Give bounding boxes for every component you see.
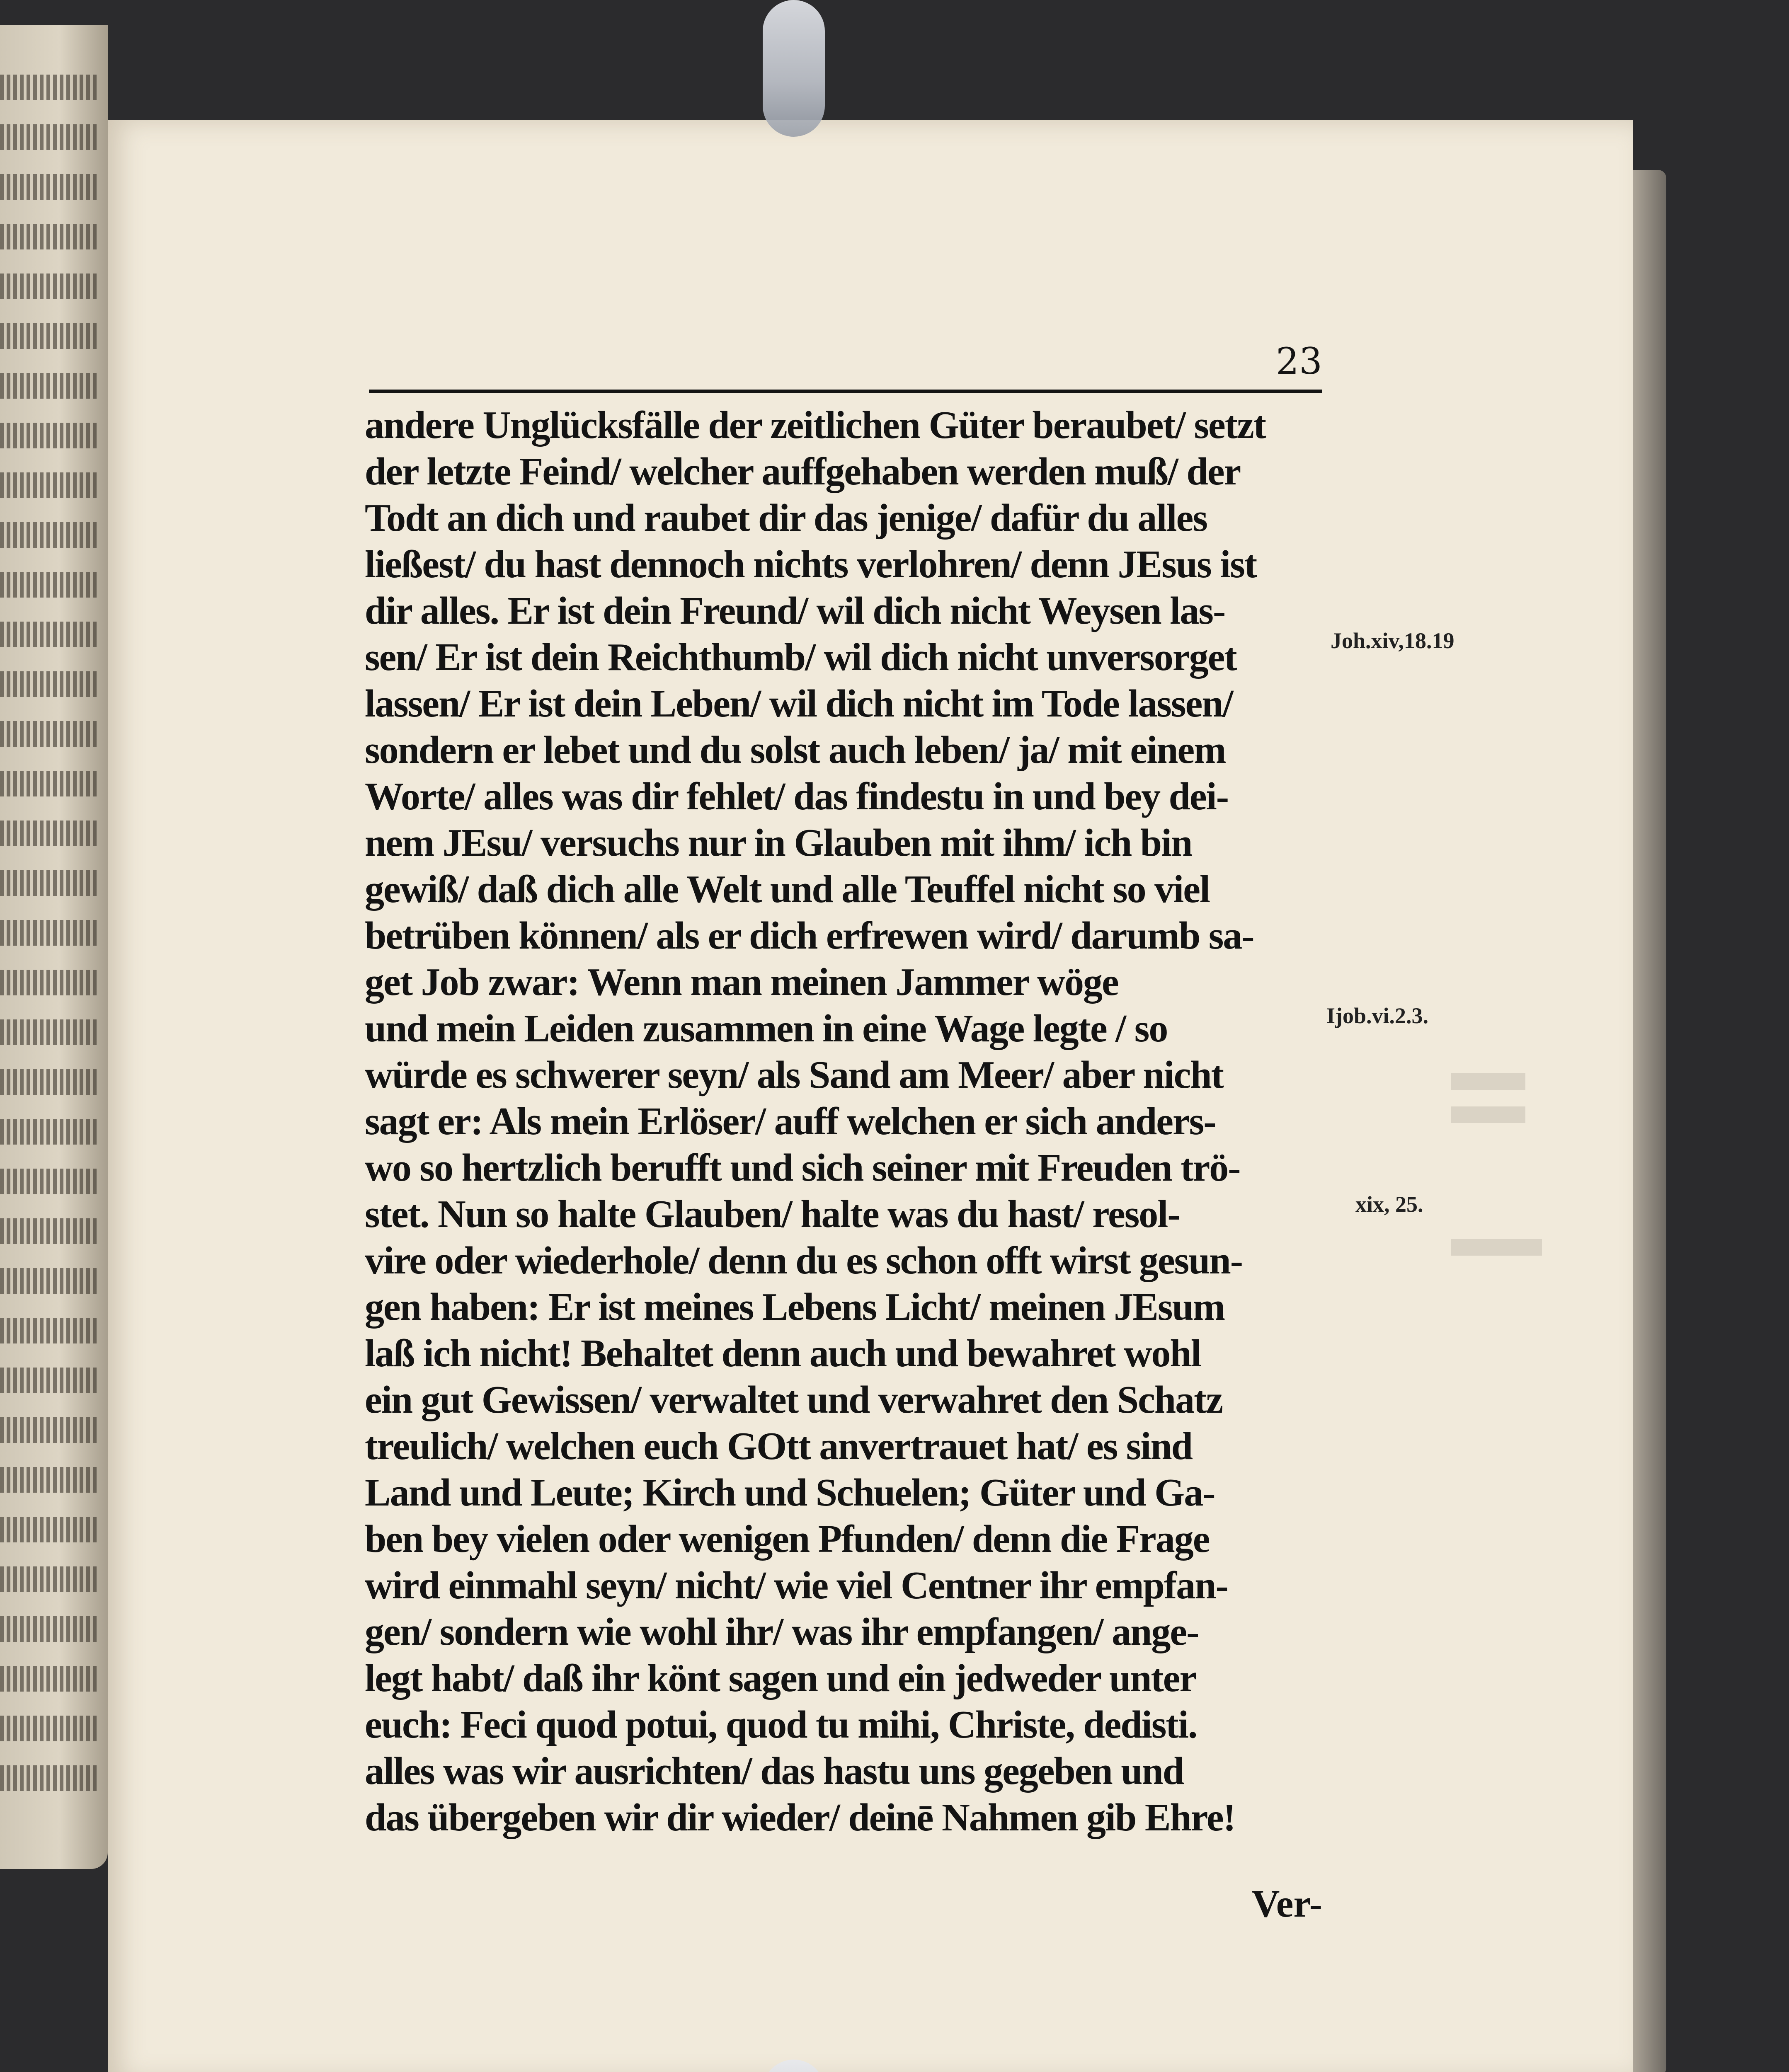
text-line: und mein Leiden zusammen in eine Wage legte / so	[365, 1007, 1168, 1050]
left-page-edge	[0, 25, 108, 1869]
text-line: vire oder wiederhole/ denn du es schon offt wirst gesun-	[365, 1239, 1243, 1282]
catchword: Ver-	[1251, 1882, 1322, 1925]
text-line: ließest/ du hast dennoch nichts verlohren/ denn JEsus ist	[365, 543, 1257, 586]
text-line: betrüben können/ als er dich erfrewen wird/ darumb sa-	[365, 914, 1254, 957]
text-line: der letzte Feind/ welcher auffgehaben werden muß/ der	[365, 450, 1241, 493]
margin-note: Ijob.vi.2.3.	[1326, 1003, 1429, 1028]
text-line: Todt an dich und raubet dir das jenige/ dafür du alles	[365, 496, 1207, 540]
text-line: sagt er: Als mein Erlöser/ auff welchen er sich anders-	[365, 1100, 1216, 1143]
margin-note: xix, 25.	[1355, 1192, 1423, 1217]
text-line: ein gut Gewissen/ verwaltet und verwahret den Schatz	[365, 1378, 1223, 1421]
text-line: gen haben: Er ist meines Lebens Licht/ meinen JEsum	[365, 1285, 1225, 1329]
text-line: euch: Feci quod potui, quod tu mihi, Christe, dedisti.	[365, 1703, 1197, 1746]
text-line: sondern er lebet und du solst auch leben/ ja/ mit einem	[365, 729, 1226, 772]
margin-note: Joh.xiv,18.19	[1331, 628, 1454, 653]
page-clip-top	[763, 0, 825, 137]
text-line: alles was wir ausrichten/ das hastu uns gegeben und	[365, 1750, 1184, 1793]
text-line: legt habt/ daß ihr könt sagen und ein jedweder unter	[365, 1657, 1196, 1700]
book-page	[108, 120, 1633, 2072]
text-line: Land und Leute; Kirch und Schuelen; Güter und Ga-	[365, 1471, 1215, 1514]
text-line: andere Unglücksfälle der zeitlichen Güter beraubet/ setzt	[365, 404, 1266, 447]
text-line: Worte/ alles was dir fehlet/ das findestu in und bey dei-	[365, 775, 1229, 818]
page-stack-edge	[1629, 170, 1666, 2072]
text-line: get Job zwar: Wenn man meinen Jammer wöge	[365, 961, 1118, 1004]
text-line: wo so hertzlich berufft und sich seiner mit Freuden trö-	[365, 1146, 1240, 1189]
text-line: gen/ sondern wie wohl ihr/ was ihr empfangen/ ange-	[365, 1610, 1199, 1653]
header-rule	[369, 390, 1322, 393]
text-line: das übergeben wir dir wieder/ deinē Nahmen gib Ehre!	[365, 1796, 1235, 1839]
text-line: stet. Nun so halte Glauben/ halte was du hast/ resol-	[365, 1193, 1180, 1236]
text-line: lassen/ Er ist dein Leben/ wil dich nicht im Tode lassen/	[365, 682, 1233, 725]
text-line: gewiß/ daß dich alle Welt und alle Teuffel nicht so viel	[365, 868, 1210, 911]
text-line: würde es schwerer seyn/ als Sand am Meer/ aber nicht	[365, 1053, 1223, 1097]
show-through-text	[1451, 1239, 1542, 1264]
text-line: nem JEsu/ versuchs nur in Glauben mit ihm/ ich bin	[365, 821, 1192, 864]
text-line: dir alles. Er ist dein Freund/ wil dich nicht Weysen las-	[365, 589, 1225, 632]
page-number: 23	[1276, 340, 1322, 382]
show-through-text	[1451, 1073, 1525, 1140]
text-line: sen/ Er ist dein Reichthumb/ wil dich nicht unversorget	[365, 636, 1236, 679]
text-line: laß ich nicht! Behaltet denn auch und bewahret wohl	[365, 1332, 1201, 1375]
text-line: wird einmahl seyn/ nicht/ wie viel Centner ihr empfan-	[365, 1564, 1228, 1607]
text-line: ben bey vielen oder wenigen Pfunden/ denn die Frage	[365, 1518, 1210, 1561]
text-line: treulich/ welchen euch GOtt anvertrauet hat/ es sind	[365, 1425, 1193, 1468]
body-text	[365, 402, 1322, 1841]
